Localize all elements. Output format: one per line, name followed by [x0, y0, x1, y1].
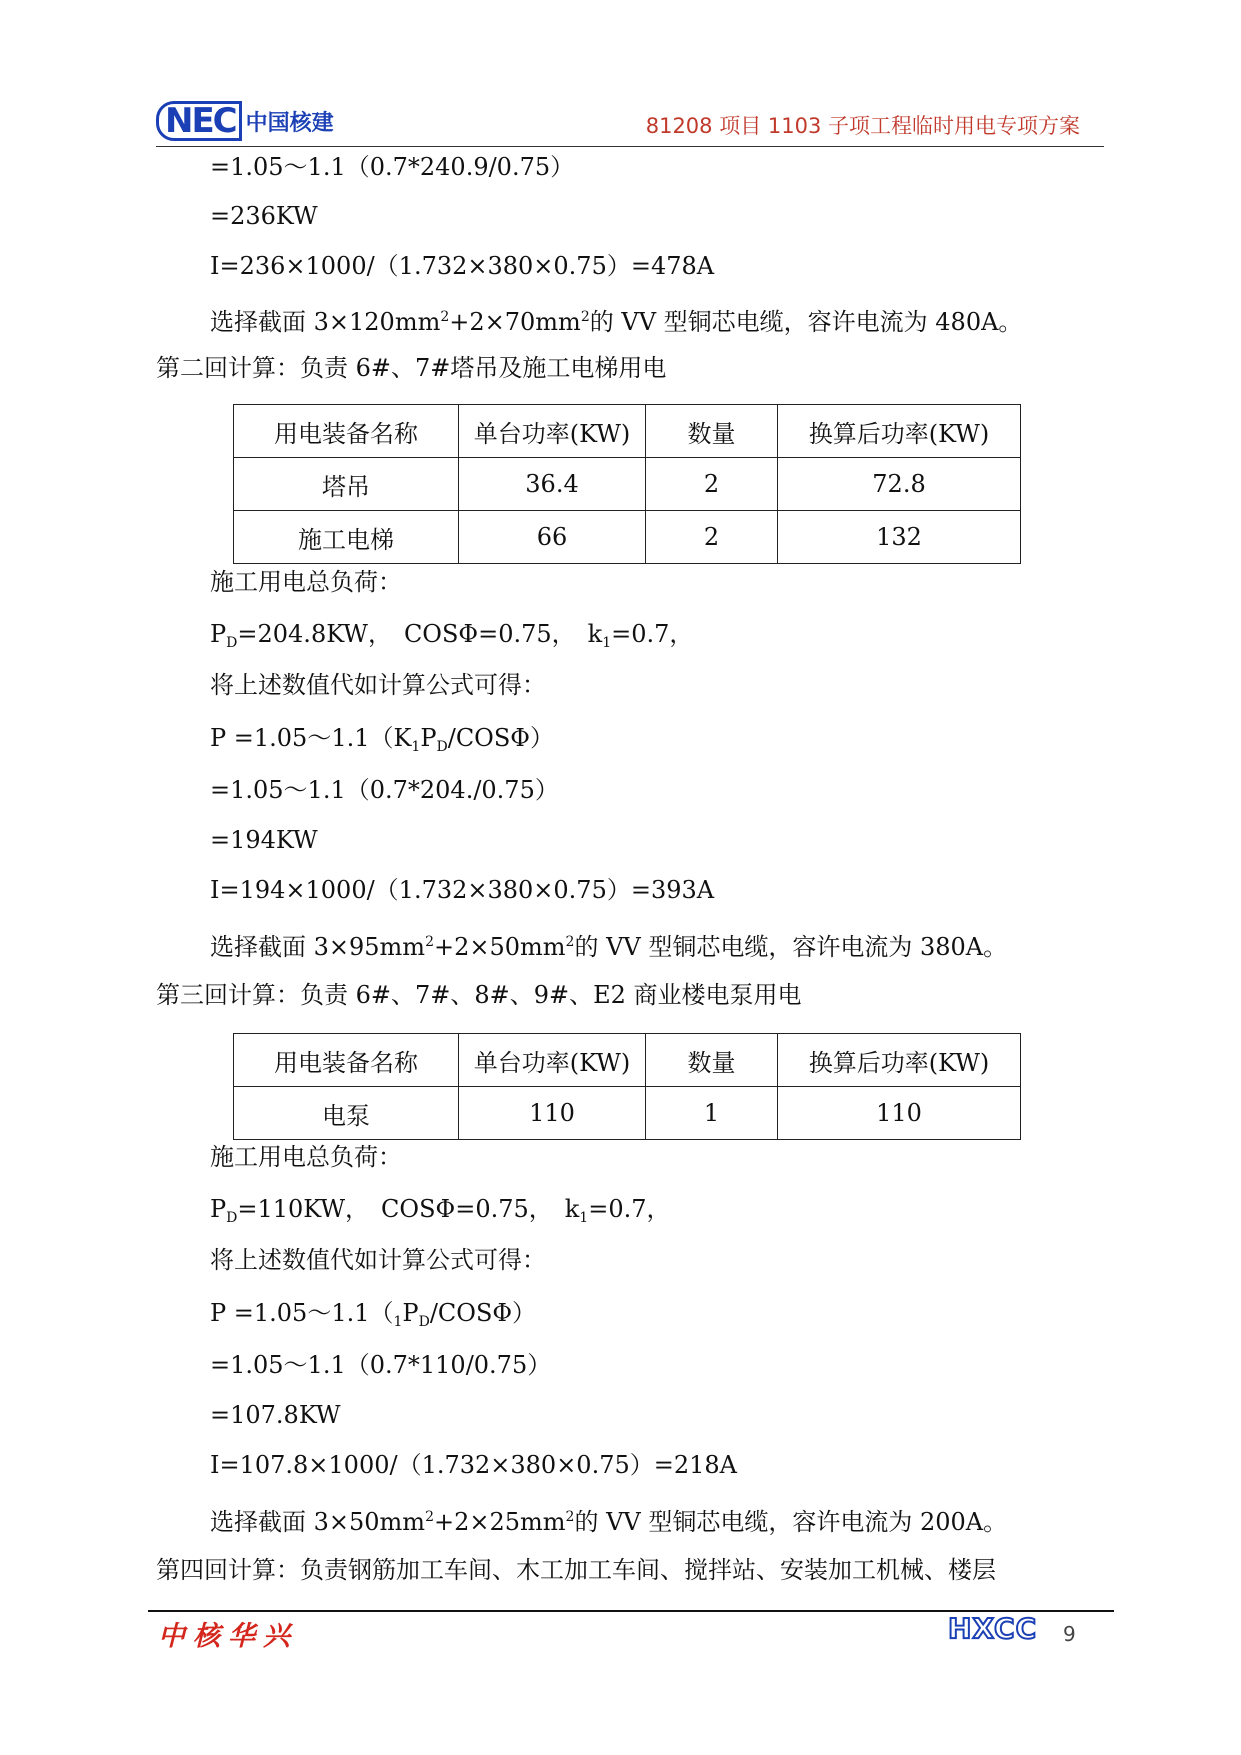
table-header-cell: 换算后功率(KW) [778, 1034, 1021, 1087]
table-cell: 塔吊 [234, 458, 459, 511]
formula-line: =107.8KW [210, 1401, 341, 1429]
section-heading: 第四回计算：负责钢筋加工车间、木工加工车间、搅拌站、安装加工机械、楼层 [156, 1556, 996, 1584]
formula-line: =236KW [210, 202, 318, 230]
footer-company-name: 中核华兴 [158, 1621, 298, 1652]
table-cell: 110 [778, 1087, 1021, 1140]
table-cell: 132 [778, 511, 1021, 564]
cable-selection-line: 选择截面 $3\times 50mm^2+2\times 25mm^2$的 VV 型铜芯电缆，容许电流为 200A。 [210, 1508, 1008, 1536]
logo-text: 中国核建 [245, 110, 334, 136]
table-header-cell: 用电装备名称 [234, 1034, 459, 1087]
table-cell: 36.4 [459, 458, 646, 511]
text-line: 施工用电总负荷： [210, 568, 402, 596]
table-cell: 72.8 [778, 458, 1021, 511]
table-header-cell: 单台功率(KW) [459, 1034, 646, 1087]
table-cell: 2 [646, 511, 778, 564]
formula-line: I=236×1000/（1.732×380×0.75）=478A [210, 252, 715, 280]
table-header-cell: 用电装备名称 [234, 405, 459, 458]
hxcc-logo: HXCC [948, 1612, 1038, 1645]
table-header-row [234, 405, 1021, 458]
table-header-cell: 单台功率(KW) [459, 405, 646, 458]
cnec-logo [156, 100, 334, 142]
formula-line: I=107.8×1000/（1.732×380×0.75）=218A [210, 1451, 737, 1479]
table-cell: 2 [646, 458, 778, 511]
table-header-row [234, 1034, 1021, 1087]
text-line: 将上述数值代如计算公式可得： [210, 1246, 546, 1274]
load-table-3 [233, 1033, 1021, 1140]
table-row [234, 1087, 1021, 1140]
table-cell: 施工电梯 [234, 511, 459, 564]
formula-line: $P_D=110KW$， COSΦ=0.75， $k_1=0.7$， [210, 1195, 671, 1226]
cable-selection-line: 选择截面 $3\times 120mm^2+2\times 70mm^2$的 VV 型铜芯电缆，容许电流为 480A。 [210, 308, 1023, 336]
logo-mark: NEC [156, 101, 242, 141]
formula-line: =194KW [210, 826, 318, 854]
table-row [234, 458, 1021, 511]
table-row [234, 511, 1021, 564]
load-table-2 [233, 404, 1021, 564]
table-cell: 1 [646, 1087, 778, 1140]
header-divider [156, 146, 1104, 147]
cable-selection-line: 选择截面 $3\times 95mm^2+2\times 50mm^2$的 VV 型铜芯电缆，容许电流为 380A。 [210, 933, 1008, 961]
table-header-cell: 数量 [646, 405, 778, 458]
formula-line: $P =1.05\sim 1.1(K_1P_D/COS\Phi)$ [210, 724, 554, 755]
table-header-cell: 数量 [646, 1034, 778, 1087]
section-heading: 第二回计算：负责 6#、7#塔吊及施工电梯用电 [156, 354, 667, 382]
table-cell: 110 [459, 1087, 646, 1140]
formula-line: $P_D=204.8KW$， COSΦ=0.75， $k_1=0.7$， [210, 620, 694, 651]
table-cell: 66 [459, 511, 646, 564]
table-cell: 电泵 [234, 1087, 459, 1140]
page-header [156, 96, 1104, 146]
formula-line: =1.05～1.1（0.7*204./0.75） [210, 776, 559, 804]
section-heading: 第三回计算：负责 6#、7#、8#、9#、E2 商业楼电泵用电 [156, 981, 802, 1009]
text-line: 施工用电总负荷： [210, 1143, 402, 1171]
page-number: 9 [1063, 1622, 1076, 1646]
formula-line: $P =1.05\sim 1.1(_1P_D/COS\Phi)$ [210, 1299, 537, 1330]
formula-line: =1.05～1.1（0.7*240.9/0.75） [210, 153, 575, 181]
formula-line: I=194×1000/（1.732×380×0.75）=393A [210, 876, 715, 904]
document-title: 81208 项目 1103 子项工程临时用电专项方案 [645, 114, 1080, 138]
table-header-cell: 换算后功率(KW) [778, 405, 1021, 458]
formula-line: =1.05～1.1（0.7*110/0.75） [210, 1351, 552, 1379]
text-line: 将上述数值代如计算公式可得： [210, 671, 546, 699]
